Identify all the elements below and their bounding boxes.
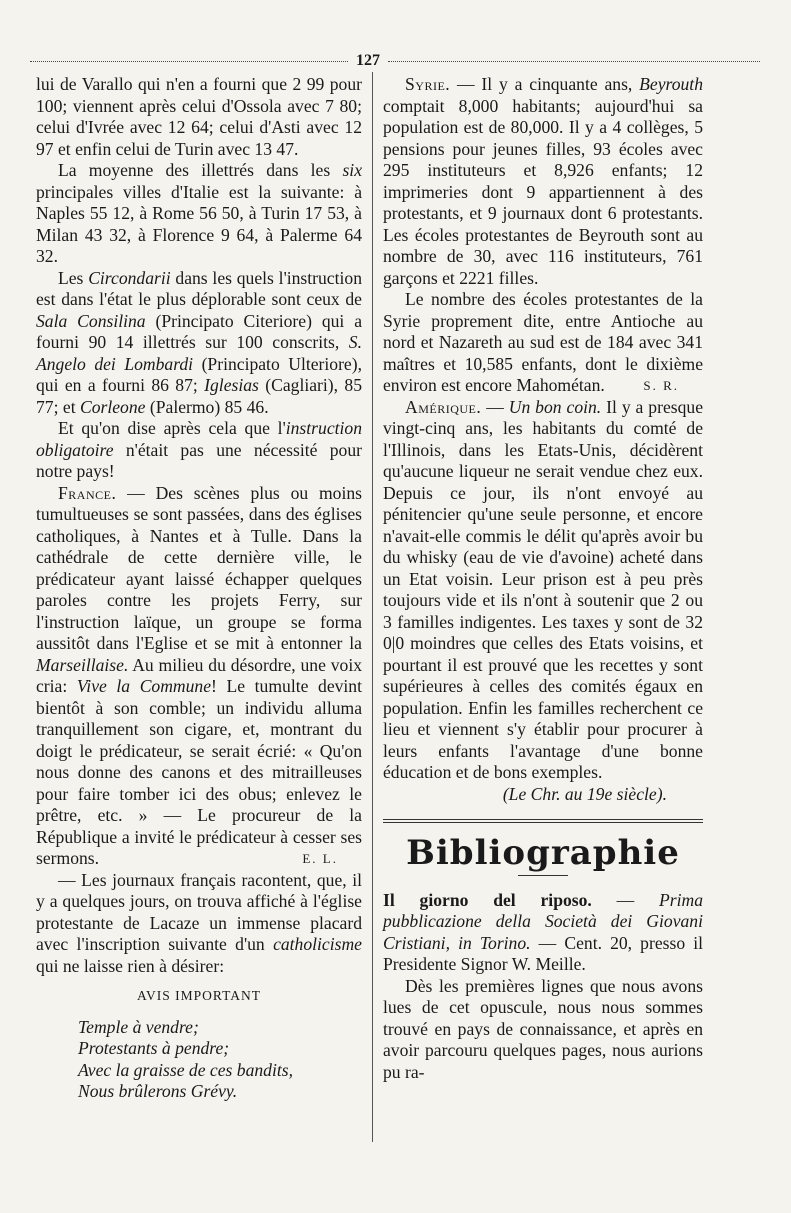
book-title: Il giorno del riposo.: [383, 889, 592, 910]
paragraph-italy-cities: La moyenne des illettrés dans les six principales villes d'Italie est la suivante: à Naples 55 12, à Rome 56 50, à Turin 17 53, à Milan 43 32, à Florence 9 64, à Palerme 64 32.: [36, 160, 362, 266]
paragraph-italy-ossola: lui de Varallo qui n'en a fourni que 2 99 pour 100; viennent après celui d'Ossola avec 7 80; celui d'Ivrée avec 12 64; celui d'Asti avec 12 97 et enfin celui de Turin avec 13 47.: [36, 74, 362, 159]
signature-sr: S. R.: [643, 378, 679, 393]
notice-title: AVIS IMPORTANT: [137, 988, 261, 1003]
paragraph-book-review: Dès les premières lignes que nous avons lues de cet opuscule, nous nous sommes trouvé en pays de connaissance, et après en avoir parcouru quelques pages, nous aurions pu ra-: [383, 975, 703, 1082]
paragraph-lacaze: — Les journaux français racontent, que, il y a quelques jours, on trouva affiché à l'église protestante de Lacaze un immense placard avec l'inscription suivante d'un catholicisme qui ne laisse rien à désirer:: [36, 869, 362, 976]
signature-el: E. L.: [302, 851, 338, 866]
poem-line: Avec la graisse de ces bandits,: [78, 1059, 293, 1080]
section-head-france: France.: [58, 482, 117, 503]
left-column: [36, 74, 362, 1103]
poem-line: Temple à vendre;: [78, 1016, 199, 1037]
paragraph-instruction-obligatoire: Et qu'on dise après cela que l'instruction obligatoire n'était pas une nécessité pour notre pays!: [36, 418, 362, 481]
column-divider: [372, 72, 373, 1142]
paragraph-book-entry: Il giorno del riposo. — Prima pubblicazione della Società dei Giovani Cristiani, in Torino. — Cent. 20, presso il Presidente Signor W. Meille.: [383, 889, 704, 974]
paragraph-syrie-ecoles: Le nombre des écoles protestantes de la Syrie proprement dite, entre Antioche au nord et Nazareth au sud est de 184 avec 341 maîtres et 10,585 enfants, dont le dixième environ est encore Mahométan. S. R.: [383, 289, 703, 395]
section-rule: [383, 819, 703, 820]
header-rule-left: [30, 61, 348, 62]
header-rule-right: [388, 61, 760, 62]
paragraph-amerique: Amérique. — Un bon coin. Il y a presque vingt-cinq ans, les habitants du comté de l'Illinois, dans les Etats-Unis, décidèrent qu'aucune liqueur ne serait vendue chez eux. Depuis ce jour, ils n'ont envoyé au pénitencier qu'une seule personne, et encore n'avait-elle commis le délit qu'après avoir bu du whisky (eau de vie d'avoine) acheté dans un Etat voisin. Leur prison est à peu près toujours vide et ils n'ont à soutenir que 2 ou 3 familles indigentes. Les taxes y sont de 32 0|0 moindres que celles des Etats voisins, et pourtant il est prouvé que les recettes y sont supérieures à celles des comités égaux en population. Enfin les familles recherchent ce lieu et viennent s'y établir pour procurer à leurs enfants l'avantage d'une bonne éducation et de bons exemples.: [383, 396, 703, 782]
right-column: [383, 74, 703, 1083]
paragraph-france: France. — Des scènes plus ou moins tumultueuses se sont passées, dans des églises catholiques, à Nantes et à Tulle. Dans la cathédrale de cette dernière ville, le prédicateur ayant laissé échapper quelques paroles contre les projets Ferry, sur l'instruction laïque, un groupe se forma aussitôt dans l'Eglise et se mit à entonner la Marseillaise. Au milieu du désordre, une voix cria: Vive la Commune! Le tumulte devint bientôt à son comble; un individu alluma tranquillement son cigare, et, montrant du doigt le prédicateur, se serait écrié: « Qu'on nous donne des canons et des mitrailleuses pour faire tomber ici des obus; enlevez le prêtre, etc. » — Le procureur de la République a invité le prédicateur à cesser ses sermons. E. L.: [36, 482, 362, 868]
source-citation: (Le Chr. au 19e siècle).: [502, 783, 667, 804]
page-header: [30, 52, 760, 72]
poem-line: Nous brûlerons Grévy.: [78, 1081, 238, 1101]
paragraph-circondarii: Les Circondarii dans les quels l'instruction est dans l'état le plus déplorable sont ceux de Sala Consilina (Principato Citeriore) qui a fourni 90 14 illettrés sur 100 conscrits, S. Angelo dei Lombardi (Principato Ulteriore), qui en a fourni 86 87; Iglesias (Cagliari), 85 77; et Corleone (Palermo) 85 46.: [36, 267, 362, 417]
heading-rule: [518, 875, 568, 876]
section-head-syrie: Syrie.: [405, 74, 451, 94]
page-number: 127: [356, 52, 380, 69]
notice-poem: [36, 1017, 362, 1103]
section-head-amerique: Amérique.: [405, 396, 482, 417]
paragraph-syrie: Syrie. — Il y a cinquante ans, Beyrouth comptait 8,000 habitants; aujourd'hui sa population est de 80,000. Il y a 4 collèges, 5 pensions pour jeunes filles, 93 écoles avec 295 instituteurs et 8,926 enfants; 12 imprimeries dont 9 appartiennent à des protestants, et 9 journaux dont 6 protestants. Les écoles protestantes de Beyrouth sont au nombre de 30, avec 116 instituteurs, 761 garçons et 2221 filles.: [383, 74, 703, 288]
poem-line: Protestants à pendre;: [78, 1038, 230, 1058]
section-rule: [383, 822, 703, 823]
bibliographie-heading: Bibliographie: [406, 833, 680, 873]
